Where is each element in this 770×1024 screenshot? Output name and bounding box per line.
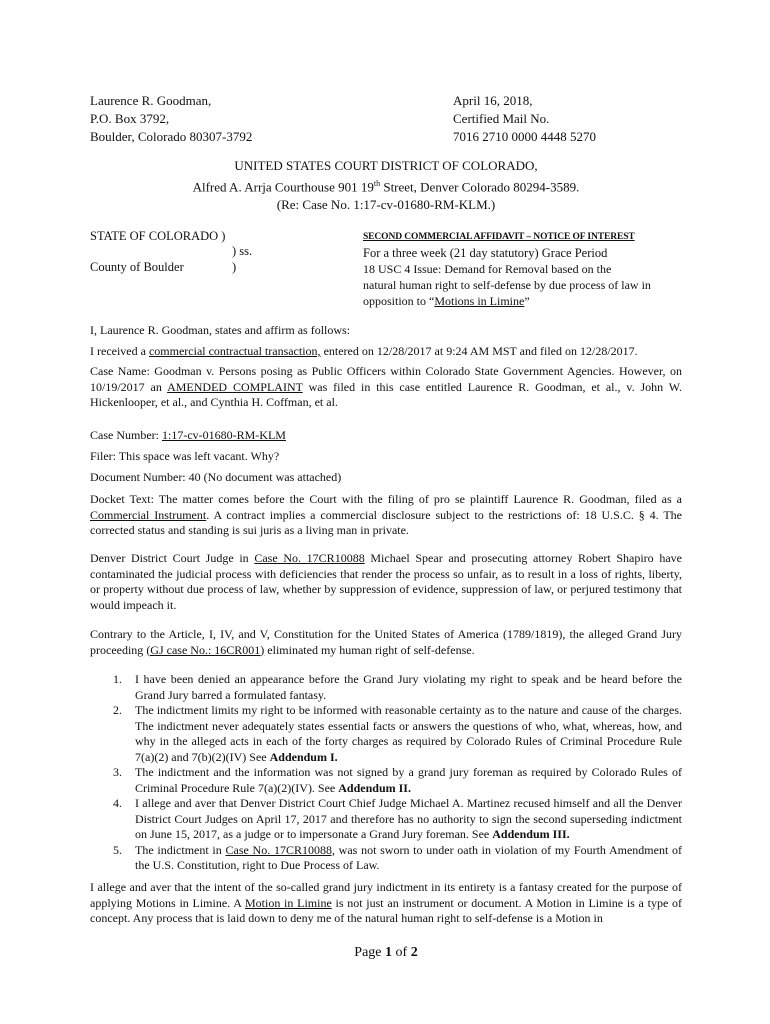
notice-line-4: opposition to “Motions in Limine” (363, 294, 530, 308)
court-header (90, 157, 682, 214)
notice-title: SECOND COMMERCIAL AFFIDAVIT – NOTICE OF INTEREST (363, 232, 635, 242)
mailing-method: Certified Mail No. (453, 111, 550, 126)
notice-line-3: natural human right to self-defense by due process of law in (363, 278, 651, 292)
list-item: 2. The indictment limits my right to be informed with reasonable certainty as to the nature and cause of the charges. The indictment never adequately states essential facts or answers the questions of who, what, whereas, how, and why in the alleged acts in each of the forty charges as required by Colorado Rules of Criminal Procedure Rule 7(a)(2) and 7(b)(2)(IV) See Addendum I. (113, 703, 682, 764)
venue-block (90, 228, 225, 244)
court-line-2: Alfred A. Arrja Courthouse 901 19th Street, Denver Colorado 80294-3589. (192, 179, 580, 195)
sender-block (90, 92, 252, 146)
list-item: 1. I have been denied an appearance before the Grand Jury violating my right to speak and be heard before the Grand Jury barred a formulated fantasy. (113, 672, 682, 702)
list-item: 3. The indictment and the information was not signed by a grand jury foreman as required by Colorado Rules of Criminal Procedure Rule 7(a)(2)(IV). See Addendum II. (113, 765, 682, 795)
list-item: 4. I allege and aver that Denver District Court Chief Judge Michael A. Martinez recused himself and all the Denver District Court Judges on April 17, 2017 and therefore has no authority to sign the second superseding indictment on June 15, 2017, as a judge or to impersonate a Grand Jury foreman. See Addendum III. (113, 796, 682, 841)
sender-name: Laurence R. Goodman, (90, 93, 212, 108)
received-paragraph: I received a commercial contractual transaction, entered on 12/28/2017 at 9:24 AM MST and filed on 12/28/2017. (90, 344, 638, 358)
docket-paragraph: Docket Text: The matter comes before the Court with the filing of pro se plaintiff Laurence R. Goodman, filed as a Commercial Instrument. A contract implies a commercial disclosure subject to the restrictions of: 18 U.S.C. § 4. The corrected status and standing is sui juris as a living man in private. (90, 492, 682, 537)
mailing-block (453, 92, 596, 146)
notice-line-2: 18 USC 4 Issue: Demand for Removal based on the (363, 262, 612, 276)
venue-paren: ) (232, 260, 237, 274)
filer-paragraph: Filer: This space was left vacant. Why? (90, 449, 280, 463)
notice-line-1: For a three week (21 day statutory) Grace Period (363, 246, 608, 260)
sender-city: Boulder, Colorado 80307-3792 (90, 129, 253, 144)
page-footer: Page 1 of 2 (354, 945, 418, 960)
intro-paragraph: I, Laurence R. Goodman, states and affirm as follows: (90, 323, 351, 337)
denver-paragraph: Denver District Court Judge in Case No. 17CR10088 Michael Spear and prosecuting attorney Robert Shapiro have contaminated the judicial process with deficiencies that render the process so unfair, as to result in a loss of rights, liberty, or property without due process of law, whether by suppression of evidence, suppression of law, or perjured testimony that would impeach it. (90, 551, 682, 612)
venue-county: County of Boulder (90, 260, 184, 274)
court-line-3: (Re: Case No. 1:17-cv-01680-RM-KLM.) (276, 197, 496, 213)
case-name-paragraph: Case Name: Goodman v. Persons posing as Public Officers within Colorado State Government Agencies. However, on 10/19/2017 an AMENDED COMPLAINT was filed in this case entitled Laurence R. Goodman, et al., v. John W. Hickenlooper, et al., and Cynthia H. Coffman, et al. (90, 364, 683, 409)
court-line-1: UNITED STATES COURT DISTRICT OF COLORADO, (234, 158, 538, 173)
page-number: 1 (385, 945, 393, 960)
page-total: 2 (410, 945, 418, 960)
contrary-paragraph: Contrary to the Article, I, IV, and V, Constitution for the United States of America (1789/1819), the alleged Grand Jury proceeding (GJ case No.: 16CR001) eliminated my human right of self-defense. (90, 627, 682, 657)
motions-in-limine-link: Motions in Limine (434, 294, 525, 308)
closing-paragraph: I allege and aver that the intent of the so-called grand jury indictment in its entirety is a fantasy created for the purpose of applying Motions in Limine. A Motion in Limine is not just an instrument or document. A Motion in Limine is a type of concept. Any process that is laid down to deny me of the natural human right to self-defense is a Motion in (90, 880, 682, 925)
venue-state: STATE OF COLORADO ) (90, 229, 226, 243)
list-item: 5. The indictment in Case No. 17CR10088, was not sworn to under oath in violation of my Fourth Amendment of the U.S. Constitution, right to Due Process of Law. (113, 842, 683, 872)
mailing-date: April 16, 2018, (453, 93, 533, 108)
venue-ss: ) ss. (232, 244, 253, 258)
sender-box: P.O. Box 3792, (90, 111, 170, 126)
case-number-paragraph: Case Number: 1:17-cv-01680-RM-KLM (90, 428, 286, 442)
notice-block (363, 229, 683, 309)
mailing-number: 7016 2710 0000 4448 5270 (453, 129, 596, 144)
document-number-paragraph: Document Number: 40 (No document was attached) (90, 470, 342, 484)
allegations-list (90, 672, 682, 874)
